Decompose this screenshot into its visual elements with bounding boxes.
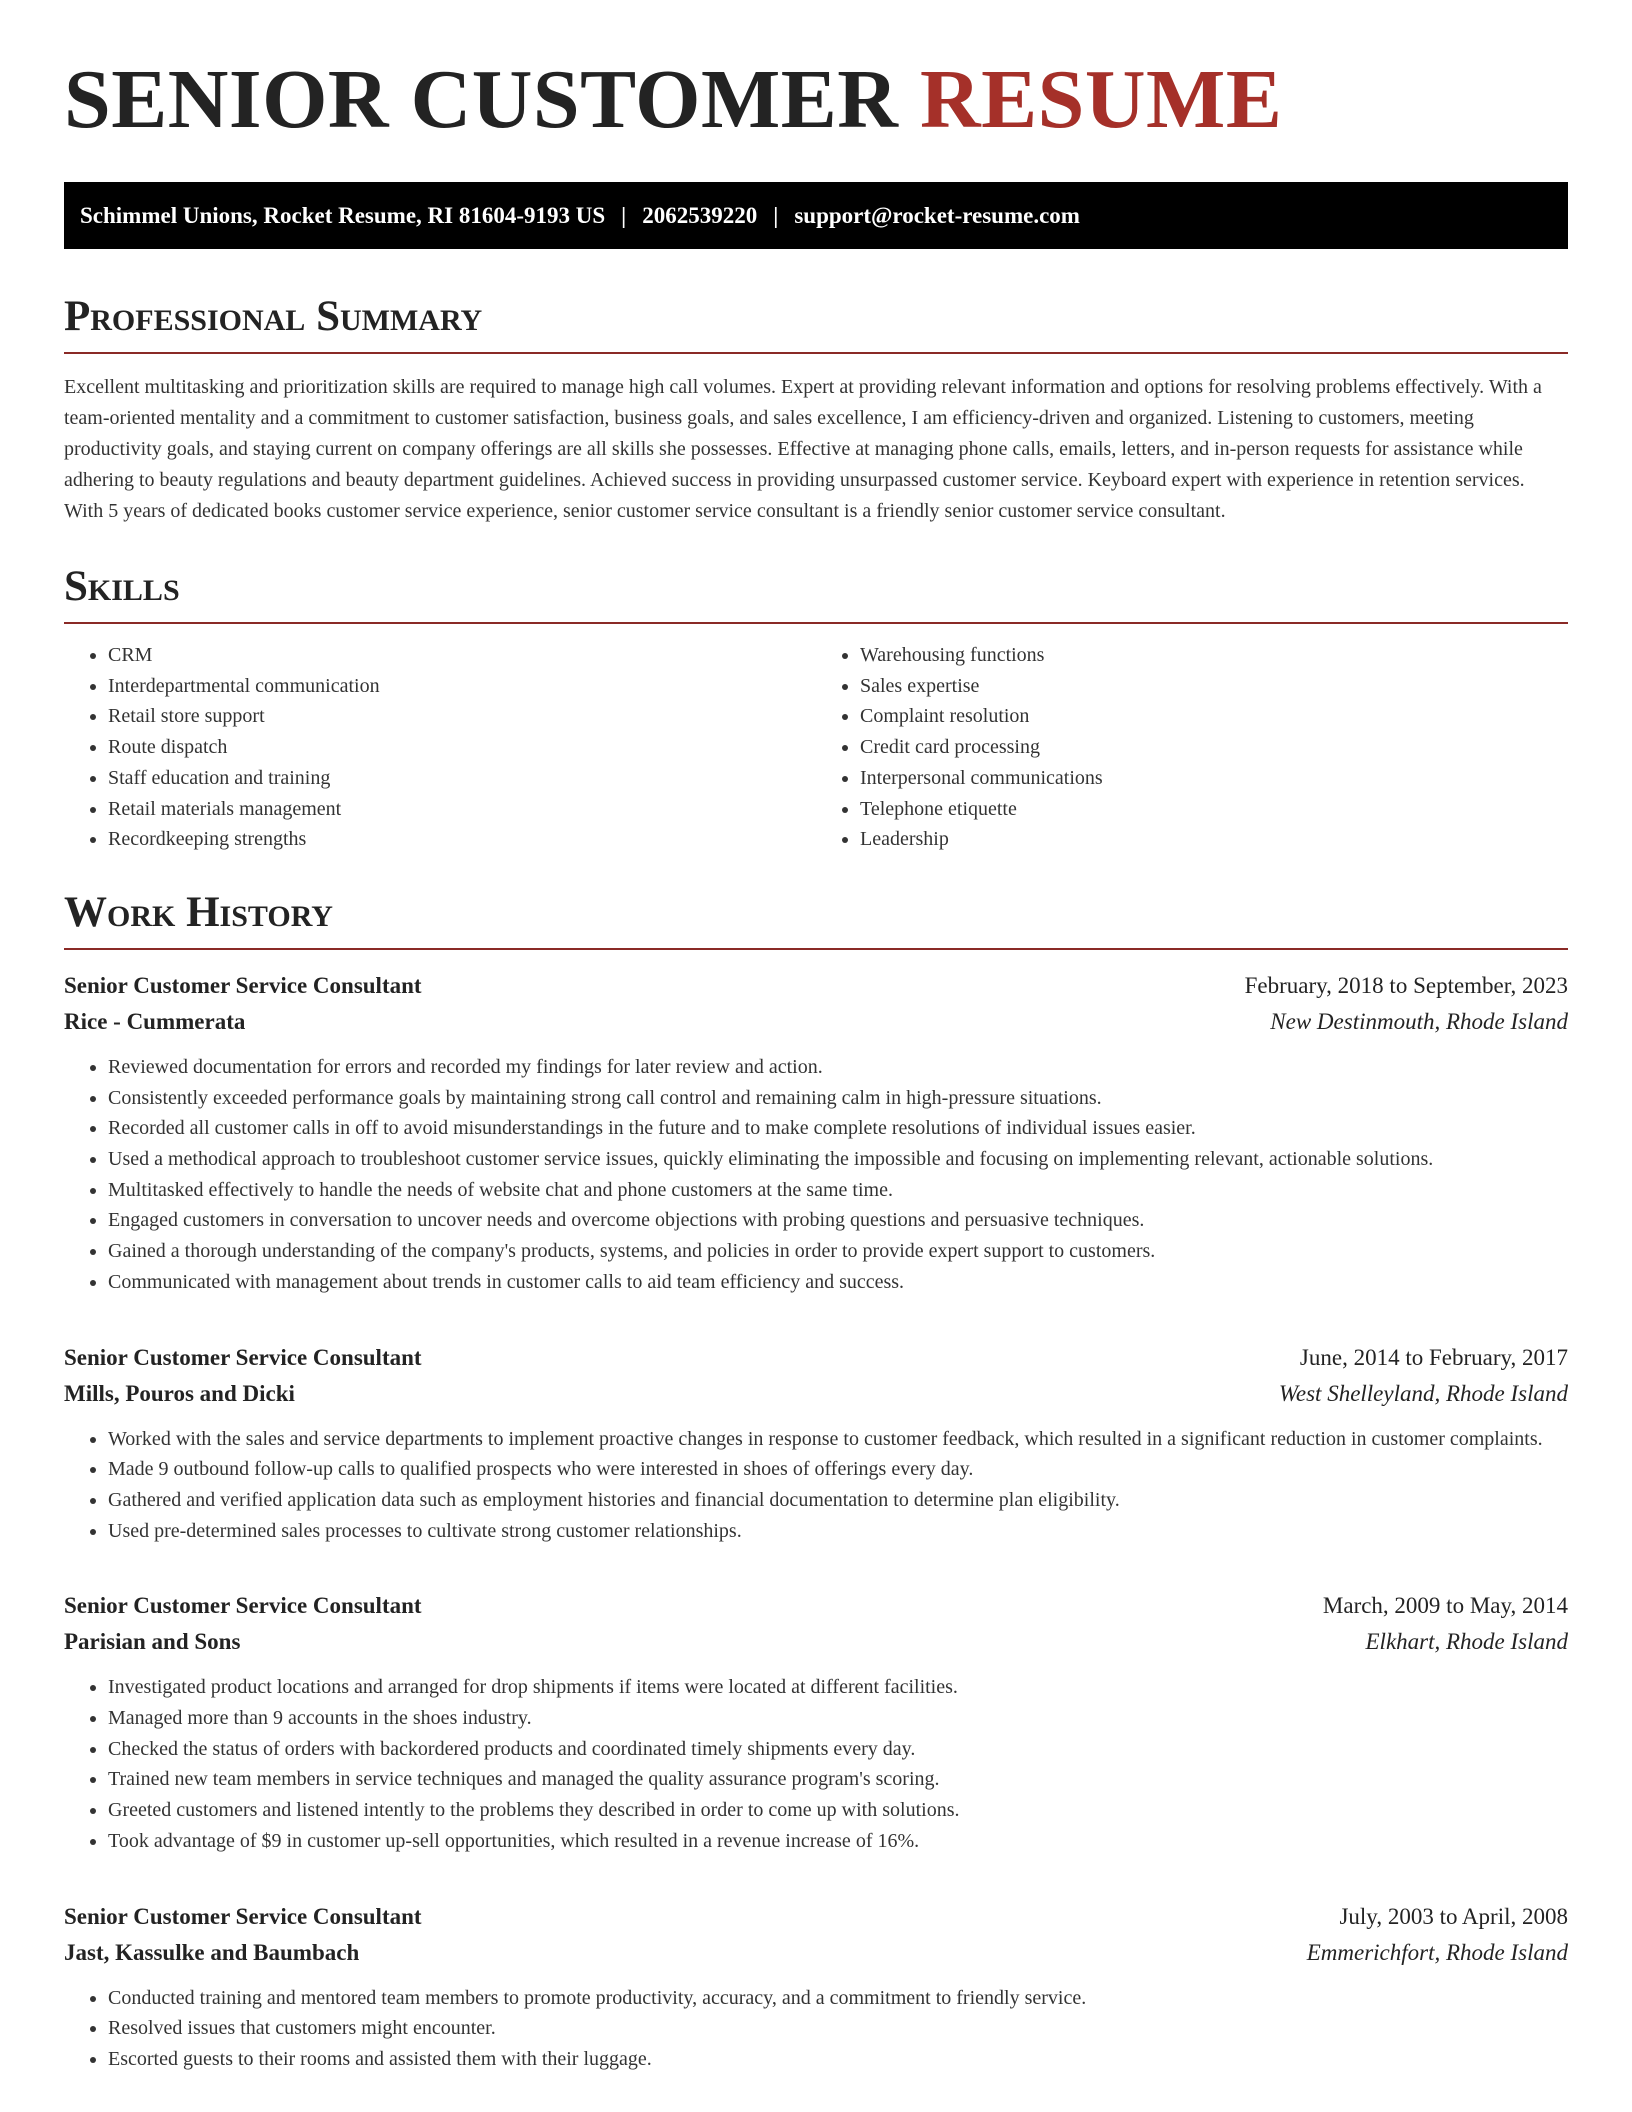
contact-email: support@rocket-resume.com — [794, 202, 1080, 228]
job-location: West Shelleyland, Rhode Island — [1278, 1380, 1568, 1406]
duty-item: • Communicated with management about trends in customer calls to aid team efficiency and success. — [108, 1267, 1568, 1298]
title-accent: RESUME — [919, 53, 1283, 146]
job-entry — [64, 1588, 1568, 1856]
duty-item: • Investigated product locations and arranged for drop shipments if items were located at different facilities. — [108, 1672, 1568, 1703]
summary-heading: Professional Summary — [64, 295, 1568, 354]
title-main: SENIOR CUSTOMER — [64, 53, 899, 146]
skills-heading: Skills — [64, 565, 1568, 624]
job-company: Jast, Kassulke and Baumbach — [64, 1939, 360, 1965]
duty-item: • Worked with the sales and service departments to implement proactive changes in response to customer feedback, which resulted in a significant reduction in customer complaints. — [108, 1424, 1568, 1455]
job-duties — [64, 1672, 1568, 1856]
duty-item: • Engaged customers in conversation to uncover needs and overcome objections with probing questions and persuasive techniques. — [108, 1205, 1568, 1236]
job-title-row — [64, 1899, 1568, 1935]
skill-item: • Credit card processing — [860, 732, 1568, 763]
skill-item: • Complaint resolution — [860, 701, 1568, 732]
duty-item: • Conducted training and mentored team members to promote productivity, accuracy, and a commitment to friendly service. — [108, 1983, 1568, 2014]
job-entry — [64, 1340, 1568, 1547]
job-company-row — [64, 1004, 1568, 1040]
skill-item: • Telephone etiquette — [860, 794, 1568, 825]
job-title-row — [64, 1588, 1568, 1624]
job-dates: June, 2014 to February, 2017 — [1299, 1344, 1568, 1370]
skills-column-right — [816, 640, 1568, 855]
work-history-heading: Work History — [64, 891, 1568, 950]
job-duties — [64, 1052, 1568, 1298]
job-entry — [64, 968, 1568, 1298]
skill-item: • Leadership — [860, 824, 1568, 855]
job-location: New Destinmouth, Rhode Island — [1270, 1008, 1568, 1034]
summary-text: Excellent multitasking and prioritization skills are required to manage high call volumes. Expert at providing relevant information and options for resolving problems effectively. With a team-oriented mentality and a commitment to customer satisfaction, business goals, and sales excellence, I am efficiency-driven and organized. Listening to customers, meeting productivity goals, and staying current on company offerings are all skills she possesses. Effective at managing phone calls, emails, letters, and in-person requests for assistance while adhering to beauty regulations and beauty department guidelines. Achieved success in providing unsurpassed customer service. Keyboard expert with experience in retention services. With 5 years of dedicated books customer service experience, senior customer service consultant is a friendly senior customer service consultant. — [64, 376, 1542, 522]
contact-phone: 2062539220 — [642, 202, 758, 228]
job-company-row — [64, 1376, 1568, 1412]
job-title: Senior Customer Service Consultant — [64, 1344, 422, 1370]
job-company: Rice - Cummerata — [64, 1008, 246, 1034]
work-history-section — [64, 888, 1568, 2075]
contact-separator: | — [621, 202, 627, 228]
job-title: Senior Customer Service Consultant — [64, 972, 422, 998]
duty-item: • Used pre-determined sales processes to cultivate strong customer relationships. — [108, 1516, 1568, 1547]
duty-item: • Recorded all customer calls in off to avoid misunderstandings in the future and to make complete resolutions of individual issues easier. — [108, 1113, 1568, 1144]
summary-section — [64, 295, 1568, 527]
duty-item: • Checked the status of orders with backordered products and coordinated timely shipments every day. — [108, 1734, 1568, 1765]
skill-item: • Retail materials management — [108, 794, 816, 825]
skill-item: • Interdepartmental communication — [108, 671, 816, 702]
job-location: Emmerichfort, Rhode Island — [1306, 1939, 1568, 1965]
job-dates: July, 2003 to April, 2008 — [1339, 1903, 1568, 1929]
duty-item: • Multitasked effectively to handle the needs of website chat and phone customers at the same time. — [108, 1175, 1568, 1206]
job-company-row — [64, 1624, 1568, 1660]
job-dates: February, 2018 to September, 2023 — [1244, 972, 1568, 998]
duty-item: • Took advantage of $9 in customer up-sell opportunities, which resulted in a revenue increase of 16%. — [108, 1826, 1568, 1857]
duty-item: • Greeted customers and listened intently to the problems they described in order to come up with solutions. — [108, 1795, 1568, 1826]
skill-item: • Sales expertise — [860, 671, 1568, 702]
job-title: Senior Customer Service Consultant — [64, 1593, 422, 1619]
job-dates: March, 2009 to May, 2014 — [1322, 1593, 1568, 1619]
contact-separator: | — [773, 202, 779, 228]
duty-item: • Gathered and verified application data such as employment histories and financial documentation to determine plan eligibility. — [108, 1485, 1568, 1516]
job-entry — [64, 1899, 1568, 2075]
contact-address: Schimmel Unions, Rocket Resume, RI 81604-9193 US — [80, 202, 606, 228]
job-company-row — [64, 1935, 1568, 1971]
contact-bar — [64, 182, 1568, 249]
job-company: Mills, Pouros and Dicki — [64, 1380, 295, 1406]
skill-item: • Staff education and training — [108, 763, 816, 794]
duty-item: • Resolved issues that customers might encounter. — [108, 2013, 1568, 2044]
job-title-row — [64, 1340, 1568, 1376]
skill-item: • Route dispatch — [108, 732, 816, 763]
job-company: Parisian and Sons — [64, 1629, 241, 1655]
job-location: Elkhart, Rhode Island — [1365, 1629, 1568, 1655]
job-duties — [64, 1983, 1568, 2075]
duty-item: • Trained new team members in service techniques and managed the quality assurance program's scoring. — [108, 1764, 1568, 1795]
skill-item: • Interpersonal communications — [860, 763, 1568, 794]
duty-item: • Consistently exceeded performance goals by maintaining strong call control and remaining calm in high-pressure situations. — [108, 1083, 1568, 1114]
job-title: Senior Customer Service Consultant — [64, 1903, 422, 1929]
job-duties — [64, 1424, 1568, 1547]
skill-item: • Recordkeeping strengths — [108, 824, 816, 855]
duty-item: • Made 9 outbound follow-up calls to qualified prospects who were interested in shoes of offerings every day. — [108, 1454, 1568, 1485]
duty-item: • Gained a thorough understanding of the company's products, systems, and policies in order to provide expert support to customers. — [108, 1236, 1568, 1267]
skill-item: • Warehousing functions — [860, 640, 1568, 671]
resume-title — [64, 53, 1568, 146]
duty-item: • Used a methodical approach to troubleshoot customer service issues, quickly eliminating the impossible and focusing on implementing relevant, actionable solutions. — [108, 1144, 1568, 1175]
skills-grid — [64, 640, 1568, 855]
duty-item: • Reviewed documentation for errors and recorded my findings for later review and action. — [108, 1052, 1568, 1083]
duty-item: • Escorted guests to their rooms and assisted them with their luggage. — [108, 2044, 1568, 2075]
skills-section — [64, 565, 1568, 855]
skills-column-left — [64, 640, 816, 855]
duty-item: • Managed more than 9 accounts in the shoes industry. — [108, 1703, 1568, 1734]
job-title-row — [64, 968, 1568, 1004]
skill-item: • CRM — [108, 640, 816, 671]
skill-item: • Retail store support — [108, 701, 816, 732]
